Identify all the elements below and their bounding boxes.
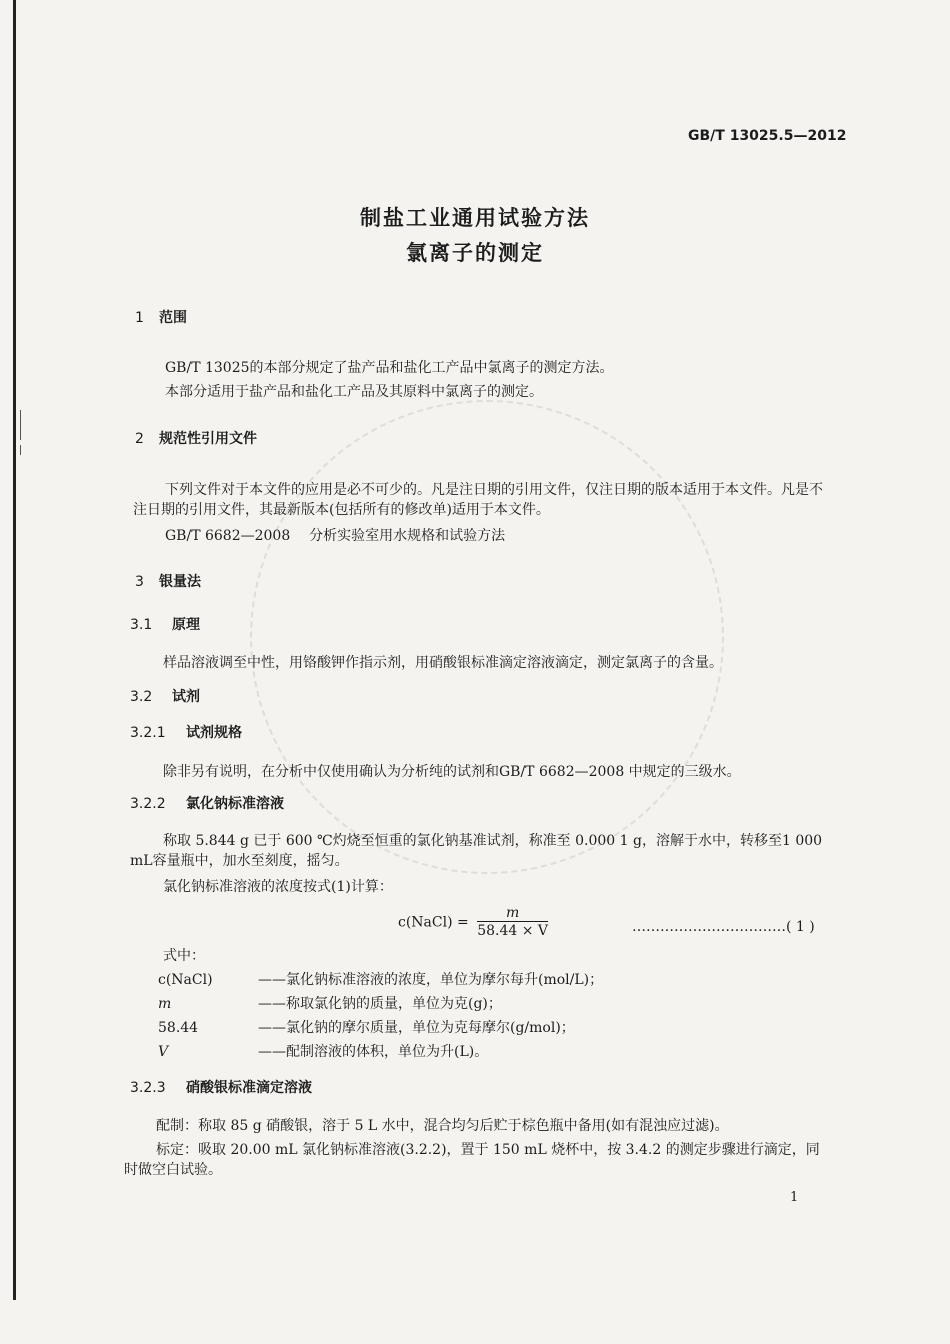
formula-fraction: $\frac{m}{58.44 \times V}$ [477, 905, 549, 939]
section-heading-3-2: 3.2 试剂 [130, 689, 200, 705]
page-subtitle: 氯离子的测定 [406, 241, 544, 265]
section-heading-3-1: 3.1 原理 [130, 617, 200, 633]
paragraph: 下列文件对于本文件的应用是必不可少的。凡是注日期的引用文件，仅注日期的版本适用于本文件。凡是不注日期的引用文件，其最新版本(包括所有的修改单)适用于本文件。 [133, 482, 823, 518]
variable-definition: V ——配制溶液的体积，单位为升(L)。 [158, 1044, 489, 1060]
page-left-border [13, 0, 16, 1300]
page-number: 1 [790, 1190, 799, 1205]
formula-1 [398, 905, 548, 940]
variable-definition: c(NaCl) ——氯化钠标准溶液的浓度，单位为摩尔每升(mol/L)； [158, 972, 604, 988]
margin-mark [20, 410, 21, 440]
section-heading-3: 3 银量法 [135, 574, 201, 590]
reference-code: GB/T 6682—2008 [165, 528, 291, 544]
section-heading-3-2-3: 3.2.3 硝酸银标准滴定溶液 [130, 1080, 312, 1096]
reference-title: 分析实验室用水规格和试验方法 [309, 528, 506, 544]
where-label: 式中： [163, 948, 205, 964]
formula-number: ……………………………( 1 ) [632, 919, 815, 935]
normative-reference [165, 526, 505, 546]
formula-lhs: c(NaCl) = [398, 914, 469, 931]
section-heading-2: 2 规范性引用文件 [135, 431, 257, 447]
variable-definition: m ——称取氯化钠的质量，单位为克(g)； [158, 996, 502, 1012]
watermark-seal [250, 400, 724, 874]
paragraph: 样品溶液调至中性，用铬酸钾作指示剂，用硝酸银标准滴定溶液滴定，测定氯离子的含量。 [163, 655, 723, 671]
paragraph: 本部分适用于盐产品和盐化工产品及其原料中氯离子的测定。 [165, 384, 543, 400]
section-heading-1: 1 范围 [135, 310, 187, 326]
section-heading-3-2-2: 3.2.2 氯化钠标准溶液 [130, 796, 284, 812]
paragraph: 标定：吸取 20.00 mL 氯化钠标准溶液(3.2.2)，置于 150 mL 烧杯中，按 3.4.2 的测定步骤进行滴定，同时做空白试验。 [124, 1142, 820, 1178]
paragraph: 配制：称取 85 g 硝酸银，溶于 5 L 水中，混合均匀后贮于棕色瓶中备用(如有混浊应过滤)。 [156, 1118, 729, 1134]
paragraph: GB/T 13025的本部分规定了盐产品和盐化工产品中氯离子的测定方法。 [165, 360, 614, 376]
margin-mark [20, 445, 21, 455]
paragraph: 氯化钠标准溶液的浓度按式(1)计算： [163, 879, 393, 895]
page-title: 制盐工业通用试验方法 [360, 206, 590, 230]
paragraph: 除非另有说明，在分析中仅使用确认为分析纯的试剂和GB/T 6682—2008 中规定的三级水。 [163, 764, 741, 780]
standard-code: GB/T 13025.5—2012 [688, 128, 847, 144]
section-heading-3-2-1: 3.2.1 试剂规格 [130, 725, 242, 741]
variable-definition: 58.44 ——氯化钠的摩尔质量，单位为克每摩尔(g/mol)； [158, 1020, 575, 1036]
paragraph: 称取 5.844 g 已于 600 ℃灼烧至恒重的氯化钠基准试剂，称准至 0.000 1 g，溶解于水中，转移至1 000 mL容量瓶中，加水至刻度，摇匀。 [130, 833, 823, 869]
